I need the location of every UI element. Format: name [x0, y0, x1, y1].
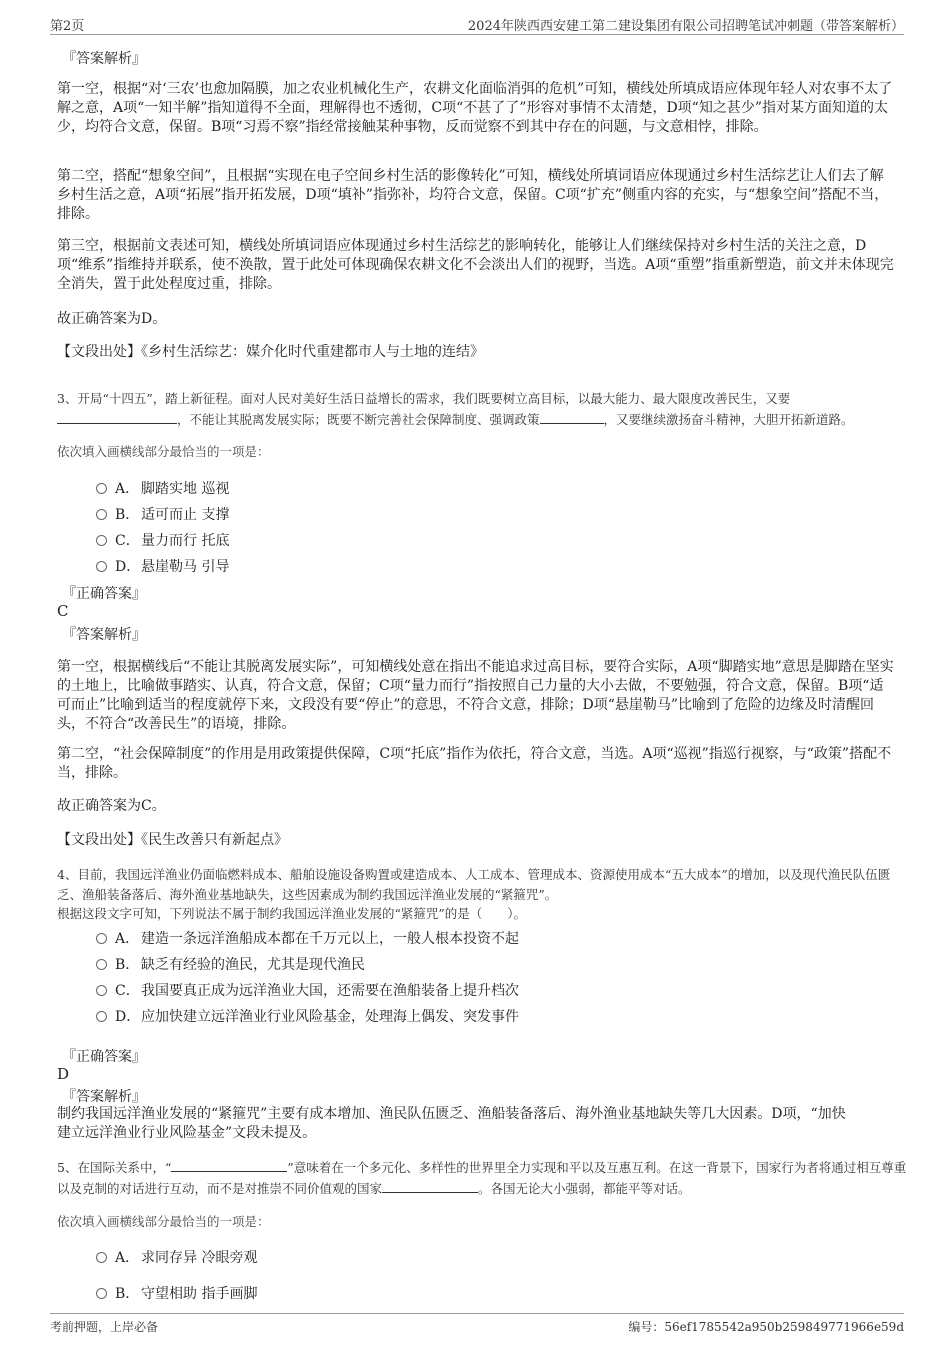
radio-icon[interactable] — [96, 561, 107, 572]
q3-blank-2 — [540, 409, 604, 424]
q3-option-b[interactable]: B． 适可而止 支撑 — [96, 504, 229, 524]
correct-answer-label: 『正确答案』 — [62, 1049, 146, 1065]
q2-conclusion: 故正确答案为D。 — [57, 311, 167, 327]
page-number: 第2页 — [50, 19, 85, 34]
q4-option-b[interactable]: B． 缺乏有经验的渔民，尤其是现代渔民 — [96, 954, 365, 974]
q5-prompt: 依次填入画横线部分最恰当的一项是： — [57, 1214, 270, 1229]
q4-option-d[interactable]: D．应加快建立远洋渔业行业风险基金，处理海上偶发、突发事件 — [96, 1006, 519, 1026]
radio-icon[interactable] — [96, 933, 107, 944]
radio-icon[interactable] — [96, 1011, 107, 1022]
q2-analysis-paragraph-1: 第一空，根据“对‘三农’也愈加隔膜，加之农业机械化生产，农耕文化面临消弭的危机”可知，横线处所填成语应体现年轻人对农事不太了解之意，A项“一知半解”指知道得不全面，理解得也不透彻，C项“不甚了了”形容对事情不太清楚，D项“知之甚少”指对某方面知道的太少，均符合文意，保留。B项“习焉不察”指经常接触某种事物，反而觉察不到其中存在的问题，与文意相悖，排除。 — [57, 81, 893, 135]
correct-answer-label: 『正确答案』 — [62, 586, 146, 602]
q4-option-a[interactable]: A． 建造一条远洋渔船成本都在千万元以上，一般人根本投资不起 — [96, 928, 519, 948]
analysis-label: 『答案解析』 — [62, 1089, 146, 1105]
q3-analysis-paragraph-1: 第一空，根据横线后“不能让其脱离发展实际”，可知横线处意在指出不能追求过高目标，要符合实际，A项“脚踏实地”意思是脚踏在坚实的土地上，比喻做事踏实、认真，符合文意，保留；C项“量力而行”指按照自己力量的大小去做，不要勉强，符合文意，保留。B项“适可而止”比喻到适当的程度就停下来，文段没有要“停止”的意思，不符合文意，排除；D项“悬崖勒马”比喻到了危险的边缘及时清醒回头，不符合“改善民生”的语境，排除。 — [57, 659, 894, 732]
q5-stem-part-a: 5、在国际关系中，“ — [57, 1160, 172, 1175]
radio-icon[interactable] — [96, 483, 107, 494]
q4-stem: 4、目前，我国远洋渔业仍面临燃料成本、船舶设施设备购置或建造成本、人工成本、管理成本、资源使用成本“五大成本”的增加，以及现代渔民队伍匮乏、渔船装备落后、海外渔业基地缺失，这些因素成为制约我国远洋渔业发展的“紧箍咒”。 — [57, 867, 891, 902]
q5-stem — [57, 1157, 907, 1199]
q4-option-c[interactable]: C．我国要真正成为远洋渔业大国，还需要在渔船装备上提升档次 — [96, 980, 519, 1000]
analysis-label: 『答案解析』 — [62, 51, 146, 67]
q2-analysis-paragraph-3: 第三空，根据前文表述可知，横线处所填词语应体现通过乡村生活综艺的影响转化，能够让人们继续保持对乡村生活的关注之意，D项“维系”指维持并联系，使不涣散，置于此处可体现确保农耕文化不会淡出人们的视野，当选。A项“重塑”指重新塑造，前文并未体现完全消失，置于此处程度过重，排除。 — [57, 238, 894, 292]
q3-option-a[interactable]: A． 脚踏实地 巡视 — [96, 478, 229, 498]
radio-icon[interactable] — [96, 535, 107, 546]
q3-source: 【文段出处】《民生改善只有新起点》 — [57, 832, 288, 848]
radio-icon[interactable] — [96, 1288, 107, 1299]
q3-answer: C — [57, 602, 69, 620]
radio-icon[interactable] — [96, 959, 107, 970]
q5-stem-part-c: 。各国无论大小强弱，都能平等对话。 — [478, 1181, 691, 1196]
q2-analysis-paragraph-2: 第二空，搭配“想象空间”，且根据“实现在电子空间乡村生活的影像转化”可知，横线处所填词语应体现通过乡村生活综艺让人们去了解乡村生活之意，A项“拓展”指开拓发展，D项“填补”指弥补，均符合文意，保留。C项“扩充”侧重内容的充实，与“想象空间”搭配不当，排除。 — [57, 168, 889, 222]
q3-option-d[interactable]: D．悬崖勒马 引导 — [96, 556, 229, 576]
radio-icon[interactable] — [96, 985, 107, 996]
page-footer — [50, 1313, 904, 1336]
document-title: 2024年陕西西安建工第二建设集团有限公司招聘笔试冲刺题（带答案解析） — [467, 19, 904, 34]
q2-source: 【文段出处】《乡村生活综艺：媒介化时代重建都市人与土地的连结》 — [57, 344, 484, 360]
q3-analysis-paragraph-2: 第二空，“社会保障制度”的作用是用政策提供保障，C项“托底”指作为依托，符合文意，当选。A项“巡视”指巡行视察，与“政策”搭配不当，排除。 — [57, 746, 892, 781]
q5-stem-part-b: ”意味着在一个多元化、多样性的世界里全力实现和平以及互惠互利。在这一背景下，国家行为者将通过相互尊重以及克制的对话进行互动，而不是对推崇不同价值观的国家 — [57, 1160, 907, 1196]
q3-stem — [57, 389, 907, 430]
radio-icon[interactable] — [96, 509, 107, 520]
footer-slogan: 考前押题，上岸必备 — [50, 1320, 159, 1334]
q4-analysis: 制约我国远洋渔业发展的“紧箍咒”主要有成本增加、渔民队伍匮乏、渔船装备落后、海外渔业基地缺失等几大因素。D项，“加快建立远洋渔业行业风险基金”文段未提及。 — [57, 1106, 846, 1141]
q4-answer: D — [57, 1065, 70, 1083]
q5-blank-1 — [171, 1157, 287, 1172]
q5-blank-2 — [382, 1178, 478, 1193]
q4-question: 根据这段文字可知，下列说法不属于制约我国远洋渔业发展的“紧箍咒”的是（ ）。 — [57, 906, 527, 921]
analysis-label: 『答案解析』 — [62, 627, 146, 643]
radio-icon[interactable] — [96, 1252, 107, 1263]
q3-stem-part-c: ，又要继续激扬奋斗精神，大胆开拓新道路。 — [603, 412, 854, 427]
q3-option-c[interactable]: C．量力而行 托底 — [96, 530, 229, 550]
q3-prompt: 依次填入画横线部分最恰当的一项是： — [57, 444, 270, 459]
q3-conclusion: 故正确答案为C。 — [57, 798, 166, 814]
q3-stem-part-b: ，不能让其脱离发展实际；既要不断完善社会保障制度、强调政策 — [177, 412, 540, 427]
q3-blank-1 — [57, 409, 177, 424]
document-id: 编号：56ef1785542a950b259849771966e59d — [628, 1320, 904, 1334]
q3-stem-part-a: 3、开局“十四五”，踏上新征程。面对人民对美好生活日益增长的需求，我们既要树立高目标，以最大能力、最大限度改善民生，又要 — [57, 391, 791, 406]
q5-option-b[interactable]: B． 守望相助 指手画脚 — [96, 1283, 257, 1303]
page-header — [50, 14, 904, 35]
q5-option-a[interactable]: A． 求同存异 冷眼旁观 — [96, 1247, 257, 1267]
